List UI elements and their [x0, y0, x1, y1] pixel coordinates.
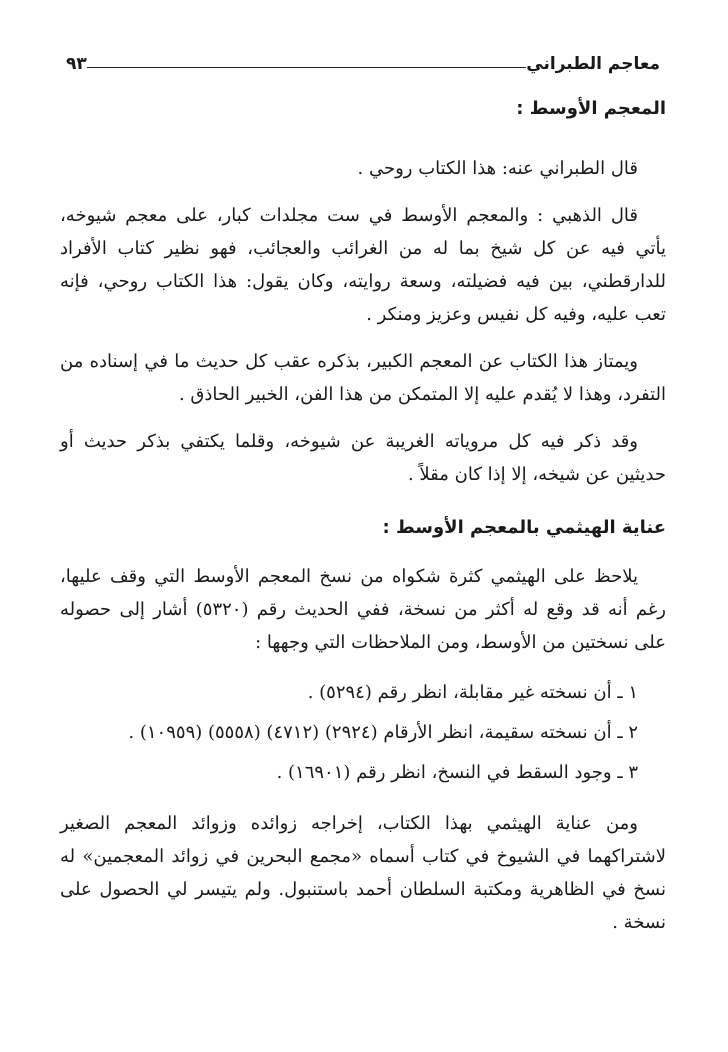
page-body — [60, 92, 666, 953]
running-title: معاجم الطبراني — [526, 54, 660, 74]
paragraph: قال الذهبي : والمعجم الأوسط في ست مجلدات كبار، على معجم شيوخه، يأتي فيه عن كل شيخ بما له من الغرائب والعجائب، فهو نظير كتاب الأفراد للدارقطني، بين فيه فضيلته، وسعة روايته، وكان يقول: هذا الكتاب روحي، فإنه تعب عليه، وفيه كل نفيس وعزيز ومنكر . — [60, 205, 666, 325]
paragraph: قال الطبراني عنه: هذا الكتاب روحي . — [357, 158, 638, 179]
paragraph: وقد ذكر فيه كل مروياته الغريبة عن شيوخه، وقلما يكتفي بذكر حديث أو حديثين عن شيخه، إلا إذا كان مقلاً . — [60, 431, 666, 485]
list-item: ٢ ـ أن نسخته سقيمة، انظر الأرقام (٢٩٢٤) (٤٧١٢) (٥٥٥٨) (١٠٩٥٩) . — [128, 722, 638, 743]
page-number: ٩٣ — [66, 54, 87, 74]
section-heading-haythami: عناية الهيثمي بالمعجم الأوسط : — [382, 517, 666, 538]
section-heading-awsat: المعجم الأوسط : — [516, 98, 666, 119]
paragraph: ويمتاز هذا الكتاب عن المعجم الكبير، بذكره عقب كل حديث ما في إسناده من التفرد، وهذا لا يُقدم عليه إلا المتمكن من هذا الفن، الخبير الحاذق . — [60, 351, 666, 405]
header-rule — [87, 67, 527, 68]
list-item: ١ ـ أن نسخته غير مقابلة، انظر رقم (٥٢٩٤) . — [307, 682, 638, 703]
notes-list — [60, 673, 666, 793]
list-item: ٣ ـ وجود السقط في النسخ، انظر رقم (١٦٩٠١) . — [276, 762, 638, 783]
paragraph: ومن عناية الهيثمي بهذا الكتاب، إخراجه زوائده وزوائد المعجم الصغير لاشتراكهما في الشيوخ في كتاب أسماه «مجمع البحرين في زوائد المعجمين» له نسخ في الظاهرية ومكتبة السلطان أحمد باستنبول. ولم يتيسر لي الحصول على نسخة . — [60, 813, 666, 933]
running-header — [60, 44, 666, 74]
paragraph: يلاحظ على الهيثمي كثرة شكواه من نسخ المعجم الأوسط التي وقف عليها، رغم أنه قد وقع له أكثر من نسخة، ففي الحديث رقم (٥٣٢٠) أشار إلى حصوله على نسختين من الأوسط، ومن الملاحظات التي وجهها : — [60, 566, 667, 653]
